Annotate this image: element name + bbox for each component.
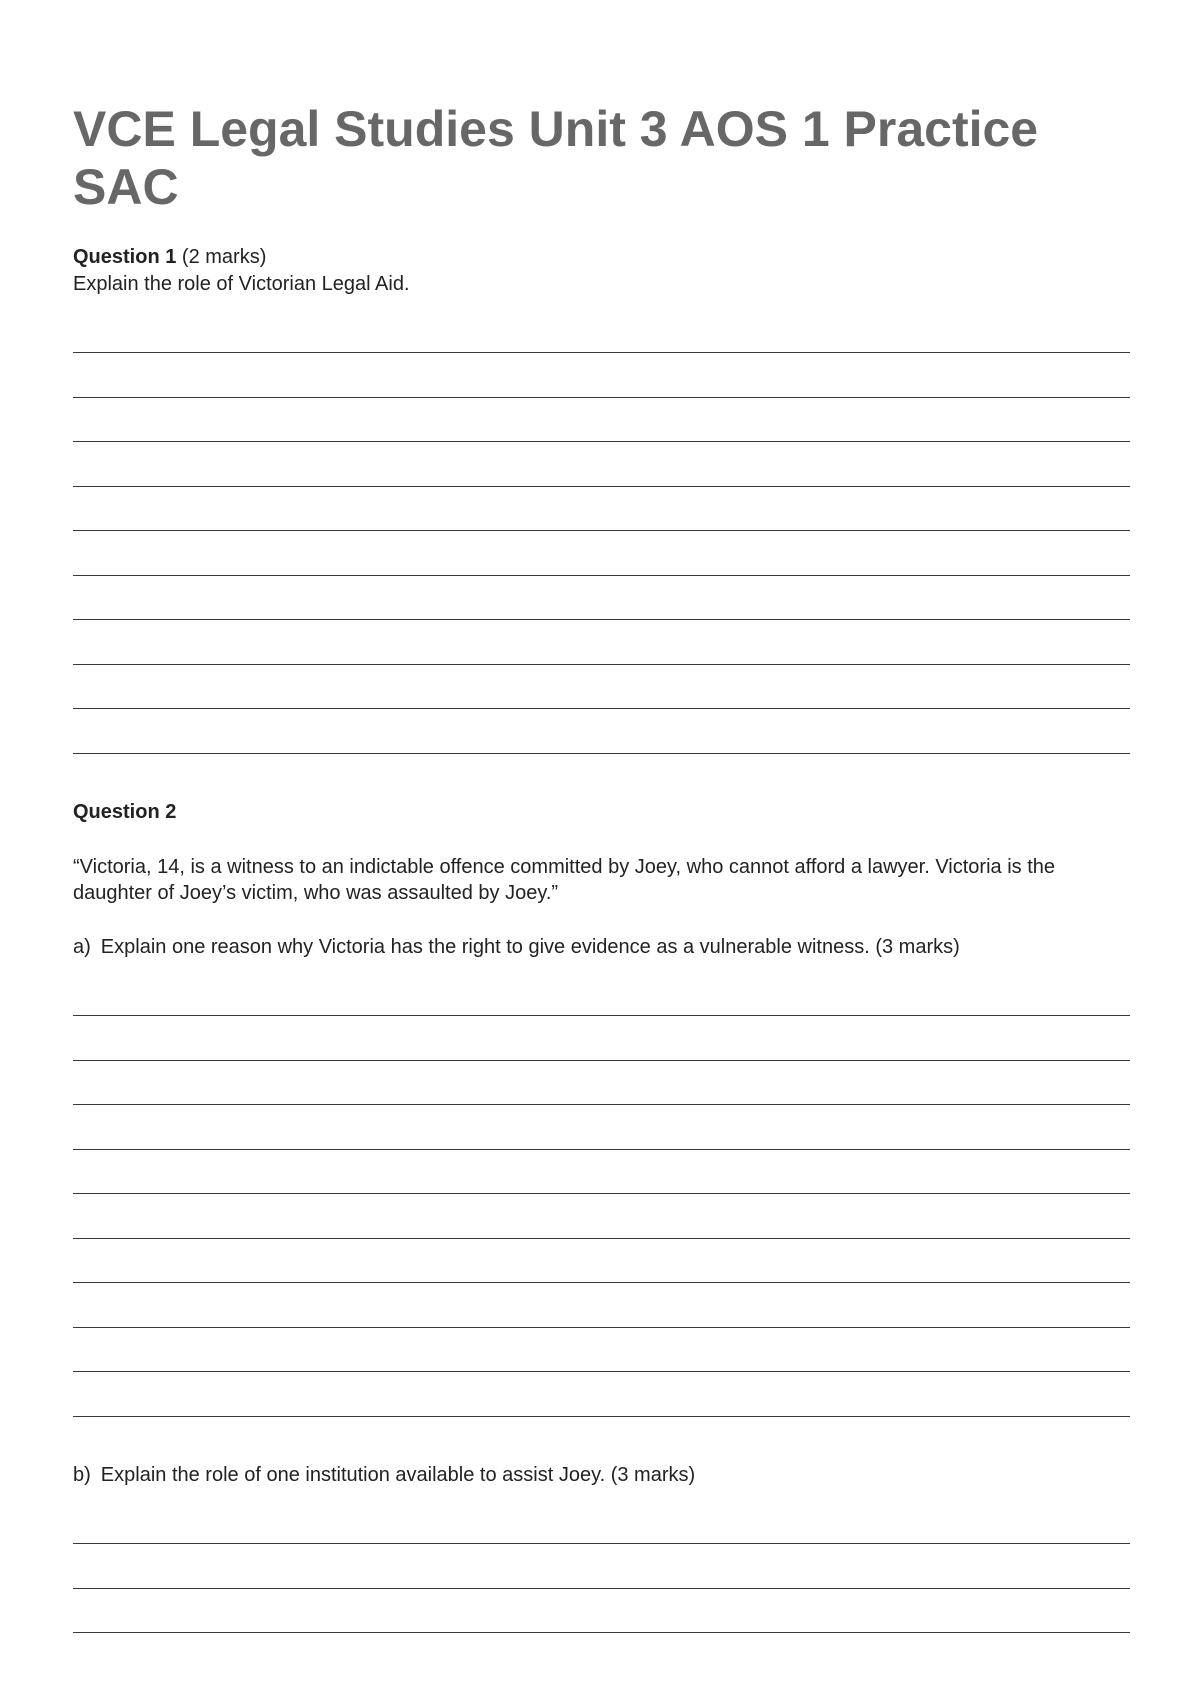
question-1-marks: (2 marks) (176, 246, 267, 268)
question-1-answer-line[interactable] (73, 664, 1130, 665)
question-2-heading: Question 2 (73, 801, 177, 823)
question-1-answer-line[interactable] (73, 441, 1130, 442)
question-1-answer-line[interactable] (73, 753, 1130, 754)
question-2a-answer-line[interactable] (73, 1416, 1130, 1417)
question-2b-answer-line[interactable] (73, 1588, 1130, 1589)
question-2a-answer-line[interactable] (73, 1238, 1130, 1239)
question-2-scenario: “Victoria, 14, is a witness to an indictable offence committed by Joey, who cannot afford a lawyer. Victoria is the daughter of Joey’s victim, who was assaulted by Joey.” (73, 856, 1056, 904)
question-2a-answer-line[interactable] (73, 1149, 1130, 1150)
question-2b-label: b) (73, 1464, 91, 1486)
question-1-answer-line[interactable] (73, 708, 1130, 709)
question-1-header (73, 244, 266, 270)
question-2a-answer-line[interactable] (73, 1015, 1130, 1016)
question-2b-answer-line[interactable] (73, 1632, 1130, 1633)
question-1-answer-line[interactable] (73, 352, 1130, 353)
question-2a-prompt-row (73, 934, 960, 960)
question-2a-answer-line[interactable] (73, 1371, 1130, 1372)
question-2a-prompt: Explain one reason why Victoria has the right to give evidence as a vulnerable witness. (3 marks) (100, 936, 960, 958)
question-2b-prompt: Explain the role of one institution available to assist Joey. (3 marks) (100, 1464, 696, 1486)
question-2a-answer-line[interactable] (73, 1060, 1130, 1061)
question-1-answer-line[interactable] (73, 486, 1130, 487)
question-1-answer-line[interactable] (73, 619, 1130, 620)
question-1-answer-line[interactable] (73, 397, 1130, 398)
document-page (73, 0, 1131, 1698)
question-2b-prompt-row (73, 1462, 695, 1488)
question-2b-answer-line[interactable] (73, 1543, 1130, 1544)
question-2a-answer-line[interactable] (73, 1104, 1130, 1105)
question-2a-answer-line[interactable] (73, 1327, 1130, 1328)
question-1-prompt: Explain the role of Victorian Legal Aid. (73, 273, 410, 295)
question-1-answer-line[interactable] (73, 575, 1130, 576)
question-2a-answer-line[interactable] (73, 1193, 1130, 1194)
question-2a-label: a) (73, 936, 91, 958)
question-2a-answer-line[interactable] (73, 1282, 1130, 1283)
document-title: VCE Legal Studies Unit 3 AOS 1 Practice SAC (73, 101, 1039, 215)
question-1-answer-line[interactable] (73, 530, 1130, 531)
question-1-heading: Question 1 (73, 246, 177, 268)
